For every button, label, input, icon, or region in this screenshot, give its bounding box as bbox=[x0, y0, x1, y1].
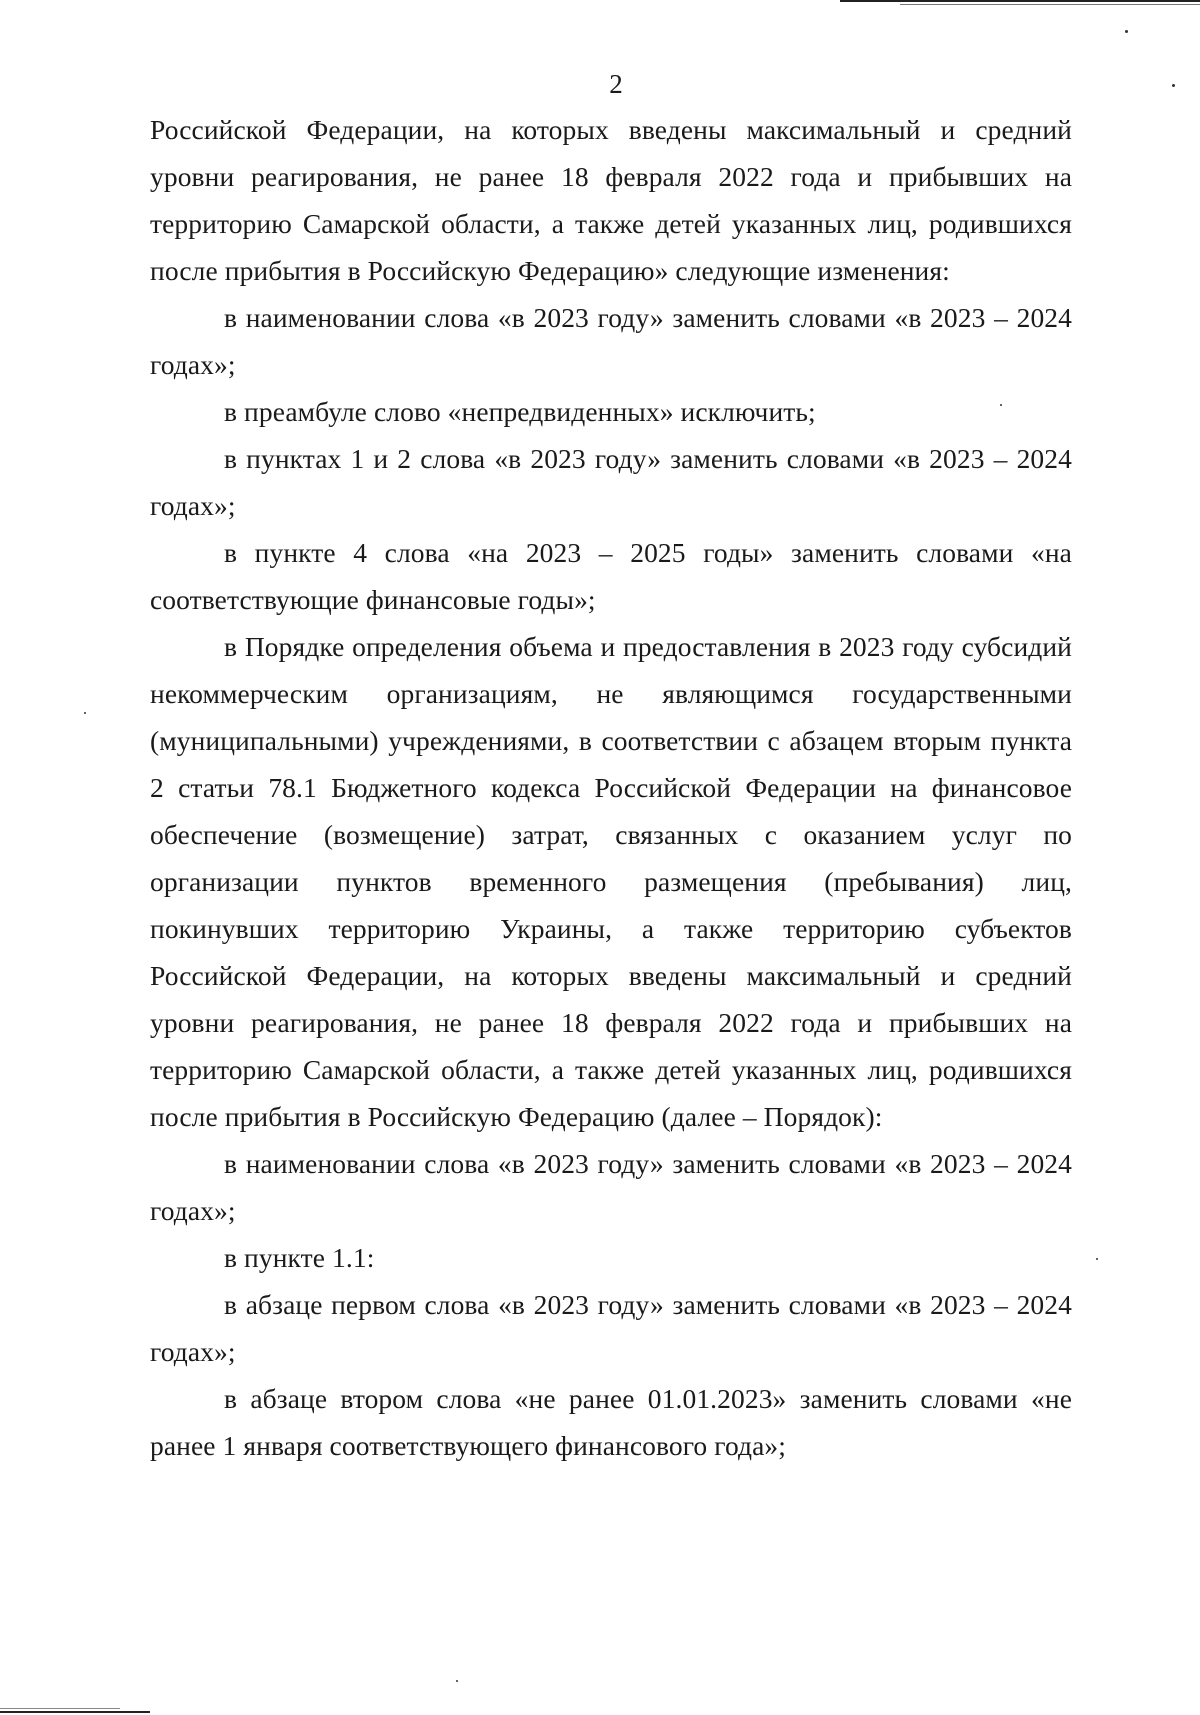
page-number: 2 bbox=[609, 69, 623, 99]
scan-edge-mark bbox=[0, 1711, 150, 1713]
paragraph: в преамбуле слово «непредвиденных» исключить; bbox=[224, 396, 816, 427]
paragraph: в абзаце втором слова «не ранее 01.01.2023» заменить словами «не ранее 1 января соответствующего финансового года»; bbox=[150, 1383, 1072, 1461]
paragraph: в Порядке определения объема и предоставления в 2023 году субсидий некоммерческим организациям, не являющимся государственными (муниципальными) учреждениями, в соответствии с абзацем вторым пункта 2 статьи 78.1 Бюджетного кодекса Российской Федерации на финансовое обеспечение (возмещение) затрат, связанных с оказанием услуг по организации пунктов временного размещения (пребывания) лиц, покинувших территорию Украины, а также территорию субъектов Российской Федерации, на которых введены максимальный и средний уровни реагирования, не ранее 18 февраля 2022 года и прибывших на территорию Самарской области, а также детей указанных лиц, родившихся после прибытия в Российскую Федерацию (далее – Порядок): bbox=[150, 631, 1072, 1132]
scan-edge-mark bbox=[0, 1708, 120, 1709]
scan-speck bbox=[84, 712, 86, 714]
scan-speck bbox=[456, 1680, 458, 1682]
paragraph: в наименовании слова «в 2023 году» заменить словами «в 2023 – 2024 годах»; bbox=[150, 1148, 1072, 1226]
paragraph: в пунктах 1 и 2 слова «в 2023 году» заменить словами «в 2023 – 2024 годах»; bbox=[150, 443, 1072, 521]
paragraph: в пункте 1.1: bbox=[224, 1242, 375, 1273]
paragraph: в пункте 4 слова «на 2023 – 2025 годы» заменить словами «на соответствующие финансовые годы»; bbox=[150, 537, 1072, 615]
paragraph: в абзаце первом слова «в 2023 году» заменить словами «в 2023 – 2024 годах»; bbox=[150, 1289, 1072, 1367]
scan-edge-mark bbox=[900, 4, 1200, 5]
paragraph: Российской Федерации, на которых введены максимальный и средний уровни реагирования, не ранее 18 февраля 2022 года и прибывших на территорию Самарской области, а также детей указанных лиц, родившихся после прибытия в Российскую Федерацию» следующие изменения: bbox=[150, 114, 1072, 286]
scan-speck bbox=[1125, 30, 1128, 33]
paragraph: в наименовании слова «в 2023 году» заменить словами «в 2023 – 2024 годах»; bbox=[150, 302, 1072, 380]
scan-speck bbox=[1000, 404, 1002, 406]
scan-speck bbox=[1172, 84, 1175, 87]
document-body bbox=[150, 106, 1072, 1469]
scan-edge-mark bbox=[840, 0, 1200, 2]
scan-speck bbox=[1096, 1258, 1098, 1260]
